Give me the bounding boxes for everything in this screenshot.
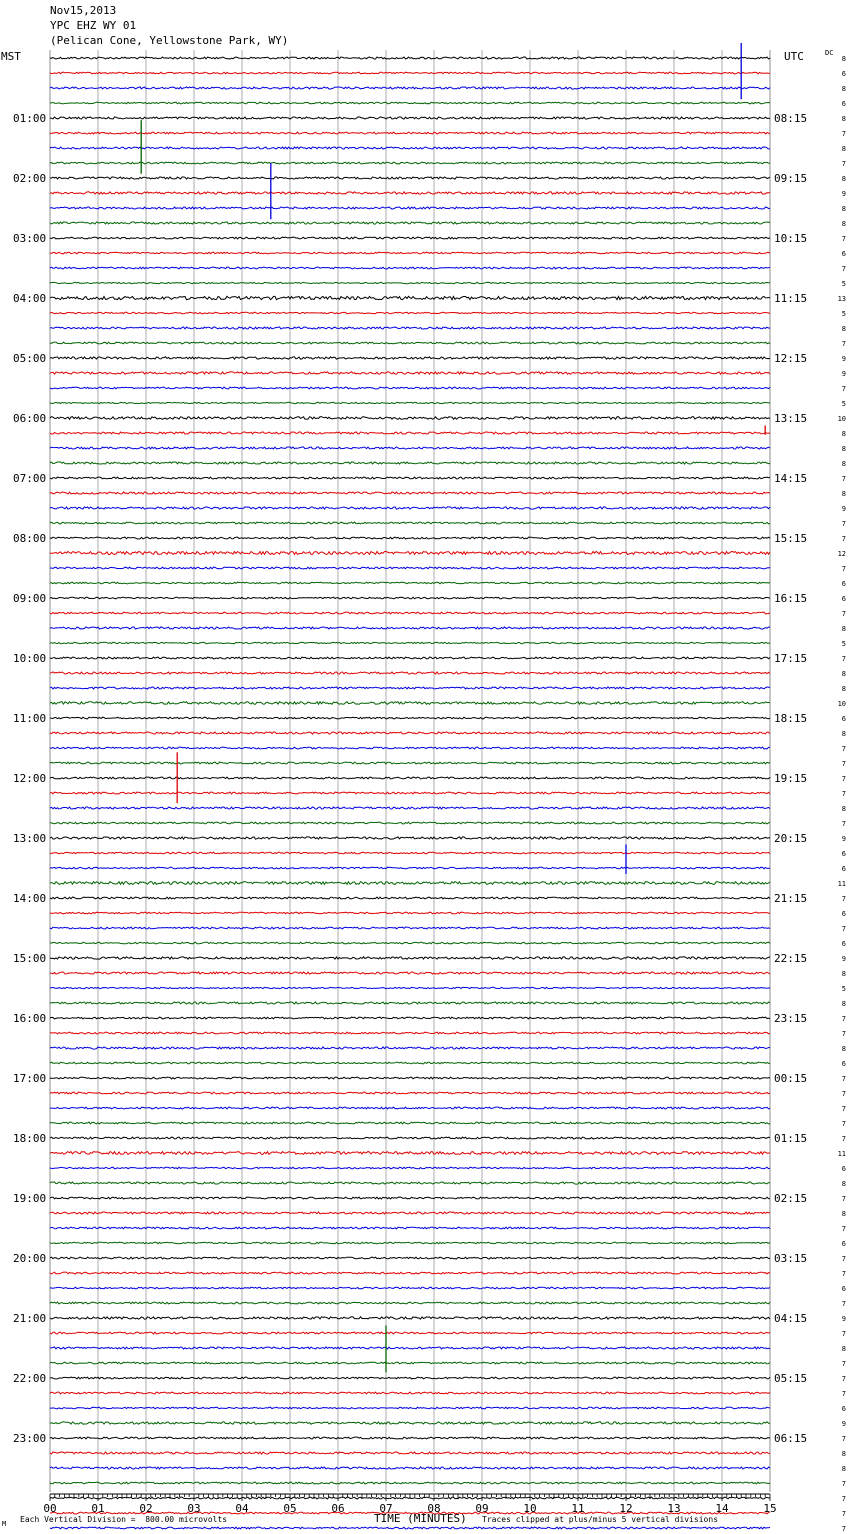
dc-offset-value: 8: [841, 205, 846, 213]
seismic-trace: [50, 492, 770, 494]
dc-offset-value: 8: [841, 685, 846, 693]
seismic-trace: [50, 372, 770, 374]
seismic-trace: [50, 1347, 770, 1349]
dc-offset-value: 7: [841, 925, 846, 933]
seismic-trace: [50, 1452, 770, 1454]
utc-hour-label: 04:15: [774, 1312, 808, 1325]
station-location: (Pelican Cone, Yellowstone Park, WY): [50, 34, 289, 47]
dc-offset-value: 7: [841, 160, 846, 168]
dc-offset-value: 8: [841, 490, 846, 498]
mst-hour-label: 06:00: [13, 412, 47, 425]
dc-offset-value: 7: [841, 1495, 846, 1503]
dc-offset-value: 11: [837, 880, 846, 888]
seismic-traces: [50, 57, 770, 1534]
dc-offset-value: 6: [841, 100, 846, 108]
utc-hour-label: 02:15: [774, 1192, 808, 1205]
utc-hour-label: 00:15: [774, 1072, 808, 1085]
x-tick-label: 05: [283, 1502, 297, 1515]
mst-hour-labels: [13, 112, 46, 1445]
dc-offset-value: 9: [841, 835, 846, 843]
seismic-trace: [50, 1527, 770, 1529]
seismic-trace: [50, 102, 770, 104]
dc-offset-value: 8: [841, 805, 846, 813]
dc-offset-value: 8: [841, 1345, 846, 1353]
utc-hour-label: 22:15: [774, 952, 808, 965]
dc-offset-value: 8: [841, 445, 846, 453]
seismic-trace: [50, 747, 770, 749]
seismic-trace: [50, 522, 770, 524]
seismic-events: [141, 43, 765, 1372]
utc-hour-label: 19:15: [774, 772, 808, 785]
x-tick-label: 09: [475, 1502, 489, 1515]
seismic-trace: [50, 1257, 770, 1259]
seismic-trace: [50, 807, 770, 809]
dc-offset-value: 7: [841, 1255, 846, 1263]
mst-label: MST: [1, 50, 21, 63]
mst-hour-label: 10:00: [13, 652, 47, 665]
seismic-trace: [50, 657, 770, 659]
seismic-trace: [50, 1002, 770, 1004]
dc-offset-value: 9: [841, 190, 846, 198]
seismic-trace: [50, 1407, 770, 1409]
seismic-trace: [50, 237, 770, 239]
dc-offset-value: 9: [841, 1315, 846, 1323]
seismic-trace: [50, 447, 770, 449]
dc-offset-value: 8: [841, 670, 846, 678]
dc-offset-value: 6: [841, 250, 846, 258]
utc-hour-label: 23:15: [774, 1012, 808, 1025]
seismic-trace: [50, 912, 770, 914]
seismic-trace: [50, 1467, 770, 1469]
seismic-trace: [50, 852, 770, 854]
dc-offset-value: 7: [841, 820, 846, 828]
seismic-trace: [50, 897, 770, 899]
seismic-trace: [50, 777, 770, 779]
dc-offset-value: 8: [841, 1210, 846, 1218]
dc-offset-value: 6: [841, 70, 846, 78]
x-tick-label: 01: [91, 1502, 105, 1515]
station-code: YPC EHZ WY 01: [50, 19, 137, 32]
seismic-trace: [50, 867, 770, 869]
seismic-trace: [50, 1302, 770, 1304]
dc-offset-value: 7: [841, 520, 846, 528]
dc-offset-value: 13: [837, 295, 846, 303]
dc-offset-value: 7: [841, 790, 846, 798]
mst-hour-label: 14:00: [13, 892, 47, 905]
dc-offset-value: 6: [841, 1060, 846, 1068]
seismic-trace: [50, 267, 770, 269]
utc-hour-label: 20:15: [774, 832, 808, 845]
seismic-trace: [50, 177, 770, 179]
seismic-trace: [50, 732, 770, 734]
x-tick-label: 04: [235, 1502, 249, 1515]
dc-offset-value: 7: [841, 1075, 846, 1083]
seismic-trace: [50, 927, 770, 929]
seismic-trace: [50, 312, 770, 313]
dc-offset-value: 7: [841, 265, 846, 273]
dc-offset-value: 8: [841, 115, 846, 123]
dc-offset-value: 10: [837, 415, 846, 423]
seismic-trace: [50, 1062, 770, 1064]
seismic-trace: [50, 567, 770, 569]
dc-offset-value: 7: [841, 1225, 846, 1233]
seismic-trace: [50, 882, 770, 885]
x-tick-label: 14: [715, 1502, 729, 1515]
dc-offset-value: 7: [841, 385, 846, 393]
seismic-trace: [50, 1077, 770, 1079]
seismic-trace: [50, 387, 770, 389]
x-tick-label: 10: [523, 1502, 537, 1515]
dc-offset-value: 9: [841, 355, 846, 363]
seismic-trace: [50, 1377, 770, 1379]
seismic-trace: [50, 117, 770, 119]
seismic-trace: [50, 1182, 770, 1184]
dc-offset-value: 7: [841, 655, 846, 663]
seismic-trace: [50, 1167, 770, 1169]
dc-offset-value: 8: [841, 625, 846, 633]
seismic-trace: [50, 1032, 770, 1034]
dc-offset-value: 7: [841, 565, 846, 573]
utc-hour-label: 01:15: [774, 1132, 808, 1145]
seismic-trace: [50, 1227, 770, 1229]
seismic-trace: [50, 132, 770, 134]
x-tick-label: 15: [763, 1502, 777, 1515]
utc-hour-label: 05:15: [774, 1372, 808, 1385]
dc-offset-value: 8: [841, 1000, 846, 1008]
utc-hour-labels: [774, 112, 807, 1445]
utc-hour-label: 03:15: [774, 1252, 808, 1265]
clip-note: Traces clipped at plus/minus 5 vertical divisions: [482, 1515, 719, 1524]
seismic-trace: [50, 1107, 770, 1109]
x-tick-label: 07: [379, 1502, 393, 1515]
mst-hour-label: 07:00: [13, 472, 47, 485]
seismic-trace: [50, 1212, 770, 1214]
seismic-trace: [50, 1332, 770, 1334]
dc-offset-value: 7: [841, 1525, 846, 1533]
utc-hour-label: 17:15: [774, 652, 808, 665]
dc-offset-value: 7: [841, 1120, 846, 1128]
seismic-trace: [50, 1017, 770, 1019]
seismic-trace: [50, 87, 770, 89]
dc-offset-value: 8: [841, 325, 846, 333]
mst-hour-label: 04:00: [13, 292, 47, 305]
seismic-trace: [50, 72, 770, 74]
seismic-trace: [50, 702, 770, 705]
mst-hour-label: 18:00: [13, 1132, 47, 1145]
dc-offset-value: 7: [841, 340, 846, 348]
dc-offset-value: 6: [841, 940, 846, 948]
seismic-trace: [50, 57, 770, 59]
dc-offset-value: 8: [841, 55, 846, 63]
dc-offset-value: 6: [841, 715, 846, 723]
utc-hour-label: 13:15: [774, 412, 808, 425]
seismic-trace: [50, 792, 770, 794]
mst-hour-label: 22:00: [13, 1372, 47, 1385]
dc-offset-value: 9: [841, 370, 846, 378]
dc-offset-value: 6: [841, 580, 846, 588]
dc-offset-value: 7: [841, 1030, 846, 1038]
mst-hour-label: 05:00: [13, 352, 47, 365]
seismic-trace: [50, 1242, 770, 1244]
utc-hour-label: 09:15: [774, 172, 808, 185]
dc-offset-value: 7: [841, 1135, 846, 1143]
dc-offset-value: 8: [841, 1450, 846, 1458]
dc-offset-value: 7: [841, 775, 846, 783]
mst-hour-label: 13:00: [13, 832, 47, 845]
utc-label: UTC: [784, 50, 804, 63]
dc-offset-value: 7: [841, 535, 846, 543]
dc-offset-value: 6: [841, 1240, 846, 1248]
seismic-trace: [50, 507, 770, 509]
dc-offset-value: 9: [841, 505, 846, 513]
seismic-trace: [50, 612, 770, 614]
dc-offset-value: 8: [841, 1180, 846, 1188]
dc-offset-value: 7: [841, 1300, 846, 1308]
seismic-trace: [50, 296, 770, 299]
seismic-trace: [50, 1137, 770, 1139]
mst-hour-label: 15:00: [13, 952, 47, 965]
seismic-trace: [50, 402, 770, 403]
mst-hour-label: 08:00: [13, 532, 47, 545]
dc-offset-value: 8: [841, 1045, 846, 1053]
dc-offset-value: 7: [841, 760, 846, 768]
mst-hour-label: 23:00: [13, 1432, 47, 1445]
seismic-trace: [50, 717, 770, 719]
dc-offset-value: 7: [841, 610, 846, 618]
seismic-trace: [50, 537, 770, 539]
mst-hour-label: 20:00: [13, 1252, 47, 1265]
seismic-trace: [50, 282, 770, 283]
seismic-trace: [50, 597, 770, 599]
seismic-trace: [50, 342, 770, 344]
seismic-trace: [50, 327, 770, 329]
dc-offset-value: 10: [837, 700, 846, 708]
seismic-trace: [50, 357, 770, 359]
vertical-division-note: Each Vertical Division = 800.00 microvolts: [20, 1515, 228, 1524]
dc-offset-value: 8: [841, 730, 846, 738]
seismic-trace: [50, 672, 770, 674]
dc-offset-value: 9: [841, 955, 846, 963]
seismic-trace: [50, 957, 770, 959]
utc-hour-label: 06:15: [774, 1432, 808, 1445]
seismic-trace: [50, 252, 770, 254]
seismic-trace: [50, 1122, 770, 1124]
seismic-trace: [50, 642, 770, 643]
dc-offset-value: 8: [841, 85, 846, 93]
dc-offset-value: 7: [841, 1195, 846, 1203]
x-axis-label: TIME (MINUTES): [374, 1512, 467, 1525]
dc-offset-value: 5: [841, 985, 846, 993]
seismic-trace: [50, 192, 770, 194]
dc-offset-labels: [838, 55, 846, 1534]
mst-hour-label: 12:00: [13, 772, 47, 785]
seismic-trace: [50, 1047, 770, 1049]
dc-offset-value: 9: [841, 1420, 846, 1428]
dc-offset-value: 7: [841, 1090, 846, 1098]
mst-hour-label: 19:00: [13, 1192, 47, 1205]
seismic-trace: [50, 627, 770, 629]
seismic-trace: [50, 687, 770, 689]
x-tick-label: 03: [187, 1502, 201, 1515]
dc-offset-value: 7: [841, 1270, 846, 1278]
seismic-trace: [50, 972, 770, 974]
dc-offset-value: 11: [837, 1150, 846, 1158]
mst-hour-label: 09:00: [13, 592, 47, 605]
seismic-trace: [50, 552, 770, 555]
utc-hour-label: 16:15: [774, 592, 808, 605]
x-tick-label: 11: [571, 1502, 585, 1515]
dc-offset-value: 6: [841, 595, 846, 603]
seismic-trace: [50, 1287, 770, 1289]
dc-offset-value: 7: [841, 745, 846, 753]
mst-hour-label: 11:00: [13, 712, 47, 725]
seismic-trace: [50, 762, 770, 764]
seismic-trace: [50, 1317, 770, 1319]
dc-offset-value: 7: [841, 1435, 846, 1443]
seismic-trace: [50, 1392, 770, 1394]
seismic-trace: [50, 222, 770, 224]
chart-date: Nov15,2013: [50, 4, 117, 17]
mst-hour-label: 01:00: [13, 112, 47, 125]
seismic-trace: [50, 1362, 770, 1364]
dc-offset-value: 7: [841, 1510, 846, 1518]
x-tick-label: 00: [43, 1502, 57, 1515]
dc-offset-value: 7: [841, 235, 846, 243]
x-tick-label: 02: [139, 1502, 153, 1515]
seismic-trace: [50, 837, 770, 839]
utc-hour-label: 15:15: [774, 532, 808, 545]
dc-offset-value: 6: [841, 1165, 846, 1173]
seismic-trace: [50, 822, 770, 824]
dc-offset-value: 7: [841, 475, 846, 483]
dc-offset-value: 7: [841, 130, 846, 138]
dc-offset-value: 6: [841, 910, 846, 918]
seismic-trace: [50, 1092, 770, 1094]
mst-hour-label: 02:00: [13, 172, 47, 185]
utc-hour-label: 12:15: [774, 352, 808, 365]
seismic-trace: [50, 1482, 770, 1484]
dc-offset-value: 8: [841, 970, 846, 978]
dc-offset-value: 5: [841, 280, 846, 288]
seismic-trace: [50, 1437, 770, 1439]
utc-hour-label: 14:15: [774, 472, 808, 485]
dc-offset-value: 7: [841, 1360, 846, 1368]
dc-offset-value: 8: [841, 145, 846, 153]
seismic-trace: [50, 477, 770, 479]
seismic-trace: [50, 147, 770, 149]
dc-offset-value: 7: [841, 1480, 846, 1488]
mst-hour-label: 16:00: [13, 1012, 47, 1025]
dc-offset-value: 5: [841, 310, 846, 318]
utc-hour-label: 10:15: [774, 232, 808, 245]
dc-offset-value: 7: [841, 1330, 846, 1338]
dc-offset-value: 8: [841, 430, 846, 438]
dc-offset-value: 7: [841, 1105, 846, 1113]
seismic-trace: [50, 162, 770, 164]
dc-offset-value: 7: [841, 1390, 846, 1398]
utc-hour-label: 18:15: [774, 712, 808, 725]
utc-hour-label: 08:15: [774, 112, 808, 125]
seismic-trace: [50, 1152, 770, 1155]
footer-corner-mark: M: [2, 1520, 7, 1528]
x-tick-label: 06: [331, 1502, 345, 1515]
x-tick-label: 13: [667, 1502, 681, 1515]
dc-offset-value: 6: [841, 1285, 846, 1293]
x-tick-label: 12: [619, 1502, 633, 1515]
dc-offset-value: 5: [841, 400, 846, 408]
dc-offset-value: 6: [841, 850, 846, 858]
seismic-trace: [50, 987, 770, 988]
mst-hour-label: 21:00: [13, 1312, 47, 1325]
dc-offset-value: 8: [841, 175, 846, 183]
x-tick-label: 08: [427, 1502, 441, 1515]
mst-hour-label: 03:00: [13, 232, 47, 245]
dc-offset-value: 8: [841, 220, 846, 228]
seismic-trace: [50, 417, 770, 420]
dc-offset-value: 6: [841, 1405, 846, 1413]
dc-offset-value: 7: [841, 1015, 846, 1023]
seismic-trace: [50, 432, 770, 434]
dc-offset-value: 6: [841, 865, 846, 873]
dc-offset-value: 12: [837, 550, 846, 558]
dc-offset-value: 8: [841, 1465, 846, 1473]
minute-grid-lines: [50, 50, 770, 1492]
utc-hour-label: 11:15: [774, 292, 808, 305]
dc-offset-value: 5: [841, 640, 846, 648]
dc-offset-value: 8: [841, 460, 846, 468]
dc-offset-value: 7: [841, 1375, 846, 1383]
seismic-trace: [50, 1272, 770, 1274]
seismic-trace: [50, 942, 770, 944]
seismic-trace: [50, 582, 770, 584]
utc-hour-label: 21:15: [774, 892, 808, 905]
seismic-trace: [50, 207, 770, 209]
seismic-trace: [50, 1197, 770, 1199]
dc-offset-value: 7: [841, 895, 846, 903]
seismic-trace: [50, 462, 770, 464]
mst-hour-label: 17:00: [13, 1072, 47, 1085]
dc-label: DC: [825, 49, 834, 57]
seismic-trace: [50, 1422, 770, 1424]
